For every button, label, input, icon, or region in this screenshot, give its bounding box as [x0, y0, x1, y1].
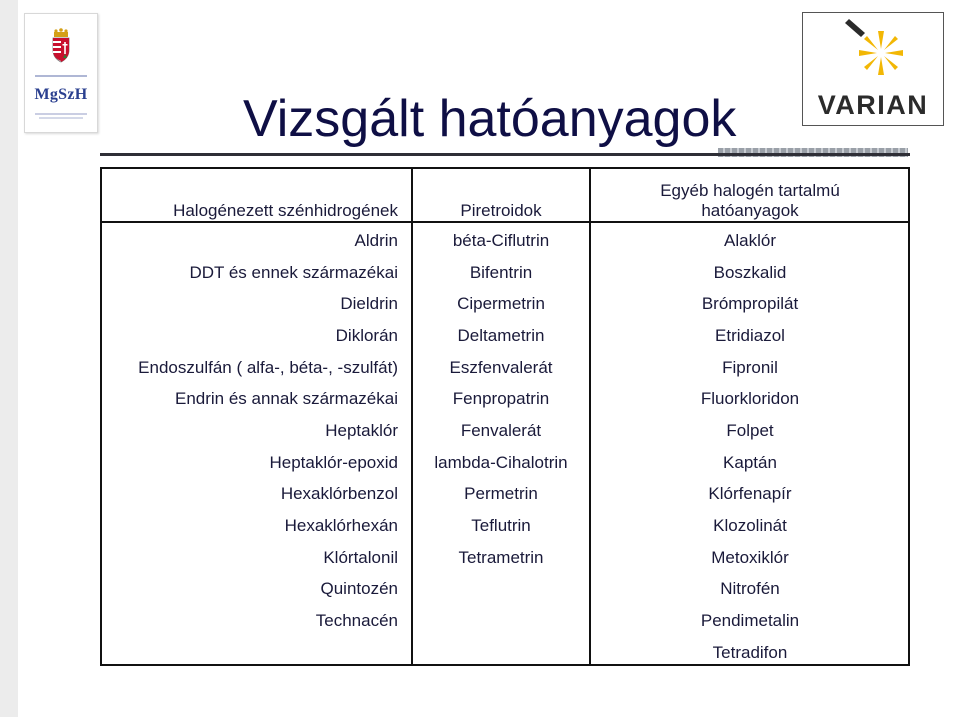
table-row: [100, 479, 910, 511]
table-cell: [412, 574, 590, 606]
table-cell: Nitrofén: [720, 579, 780, 599]
table-cell: Tetradifon: [712, 642, 788, 662]
header-other-line-2: hatóanyagok: [701, 201, 799, 220]
table-cell: Fipronil: [722, 357, 778, 377]
table-cell: Klórfenapír: [708, 484, 792, 504]
table-cell: [412, 637, 590, 669]
table-cell: Fenvalerát: [460, 420, 542, 440]
table-cell: Kaptán: [723, 452, 777, 472]
mgszh-logo: [24, 13, 98, 133]
table-cell: Permetrin: [464, 484, 538, 504]
table-cell: Dieldrin: [340, 294, 398, 314]
table-row: [100, 510, 910, 542]
table-cell: Endrin és annak származékai: [174, 389, 398, 409]
table-row: [100, 637, 910, 669]
header-halogenated-hydrocarbons: Halogénezett szénhidrogének: [173, 201, 398, 220]
table-cell: [412, 605, 590, 637]
table-cell: Heptaklór-epoxid: [269, 452, 398, 472]
table-row: [100, 383, 910, 415]
left-decorative-strip: [0, 0, 18, 717]
table-row: [100, 415, 910, 447]
table-cell: Klórtalonil: [323, 547, 398, 567]
table-cell: lambda-Cihalotrin: [434, 452, 568, 472]
table-cell: Endoszulfán ( alfa-, béta-, -szulfát): [138, 357, 398, 377]
table-cell: Etridiazol: [715, 325, 785, 345]
table-cell: Tetrametrin: [458, 547, 544, 567]
table-cell: Aldrin: [354, 230, 398, 250]
table-cell: Eszfenvalerát: [449, 357, 553, 377]
table-cell: Alaklór: [724, 230, 776, 250]
table-cell: Teflutrin: [471, 516, 531, 536]
table-cell: Fluorkloridon: [700, 389, 800, 409]
mgszh-logo-text: MgSzH: [34, 86, 88, 103]
table-row: [100, 542, 910, 574]
table-cell: Technacén: [315, 611, 398, 631]
header-other-halogen-compounds: [590, 167, 910, 225]
varian-logo-text: VARIAN: [817, 90, 929, 120]
table-row: [100, 225, 910, 257]
table-cell: Fenpropatrin: [452, 389, 550, 409]
table-cell: Hexaklórbenzol: [280, 484, 398, 504]
table-cell: Quintozén: [320, 579, 398, 599]
table-cell: Metoxiklór: [711, 547, 789, 567]
table-cell: Heptaklór: [325, 420, 398, 440]
header-other-line-1: Egyéb halogén tartalmú: [660, 181, 840, 200]
table-row: [100, 288, 910, 320]
header-pyrethroids: Piretroidok: [460, 201, 542, 220]
table-cell: béta-Ciflutrin: [452, 230, 550, 250]
table-cell: [100, 637, 412, 669]
table-row: [100, 605, 910, 637]
table-cell: Deltametrin: [457, 325, 545, 345]
hungarian-coat-of-arms-icon: [25, 14, 97, 132]
table-cell: Folpet: [726, 420, 774, 440]
varian-logo: [802, 12, 944, 126]
table-cell: Klozolinát: [713, 516, 787, 536]
substances-table: [100, 167, 910, 669]
table-cell: Diklorán: [335, 325, 398, 345]
table-row: [100, 352, 910, 384]
table-row: [100, 574, 910, 606]
table-cell: Cipermetrin: [457, 294, 545, 314]
table-cell: Hexaklórhexán: [284, 516, 398, 536]
table-row: [100, 447, 910, 479]
table-row: [100, 257, 910, 289]
table-header-row: [100, 167, 910, 225]
table-row: [100, 320, 910, 352]
table-cell: Pendimetalin: [700, 611, 800, 631]
table-cell: DDT és ennek származékai: [189, 262, 398, 282]
table-cell: Bifentrin: [469, 262, 533, 282]
table-cell: Boszkalid: [713, 262, 787, 282]
table-cell: Brómpropilát: [701, 294, 799, 314]
title-rule: [100, 153, 910, 156]
page-title: Vizsgált hatóanyagok: [243, 89, 737, 148]
